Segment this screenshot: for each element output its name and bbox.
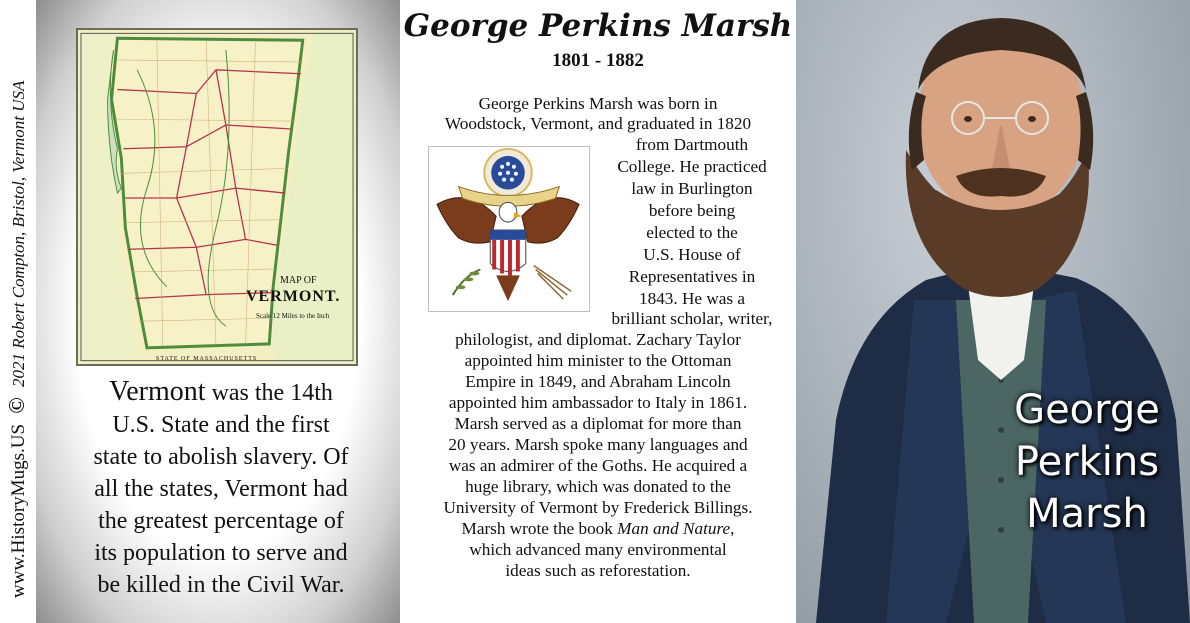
credit-text (4, 18, 30, 598)
bio-line: 20 years. Marsh spoke many languages and (448, 435, 748, 454)
map-scale: Scale 12 Miles to the Inch (256, 312, 330, 320)
portrait-panel (796, 0, 1190, 623)
map-title-small: MAP OF (280, 275, 317, 286)
bio-line: 1843. He was a (639, 289, 745, 308)
bio-line-book (400, 519, 796, 539)
vermont-line-6: be killed in the Civil War. (97, 572, 345, 598)
biography-panel (400, 0, 796, 623)
website-url[interactable]: www.HistoryMugs.US (8, 423, 29, 598)
portrait-name-line: George (1014, 387, 1160, 433)
vermont-map-image (76, 28, 358, 366)
copyright-symbol: © (4, 397, 29, 414)
vermont-line-5: its population to serve and (94, 540, 348, 566)
portrait-name-line: Marsh (1026, 491, 1148, 537)
bio-book-prefix: Marsh wrote the book (461, 519, 618, 538)
bio-line: appointed him ambassador to Italy in 1861. (448, 393, 748, 412)
bio-line: law in Burlington (631, 179, 753, 198)
bio-line: before being (648, 201, 736, 220)
biography-title: George Perkins Marsh (403, 8, 793, 44)
life-dates: 1801 - 1882 (552, 50, 644, 71)
bio-line: philologist, and diplomat. Zachary Taylor (455, 330, 741, 349)
bio-line: U.S. House of (643, 245, 741, 264)
bio-line: huge library, which was donated to the (465, 477, 731, 496)
map-border-label: STATE OF MASSACHUSETTS (156, 356, 258, 362)
book-suffix: , (730, 519, 735, 538)
bio-line: from Dartmouth (635, 135, 749, 154)
vermont-line-3: all the states, Vermont had (94, 476, 348, 502)
bio-line: University of Vermont by Frederick Billings. (443, 498, 753, 517)
bio-line: was an admirer of the Goths. He acquired a (448, 456, 748, 475)
copyright-notice: 2021 Robert Compton, Bristol, Vermont USA (9, 80, 28, 388)
vermont-line-4: the greatest percentage of (98, 508, 344, 534)
bio-line: elected to the (646, 223, 738, 242)
book-title: Man and Nature (617, 519, 731, 538)
vermont-fact-text (80, 376, 362, 601)
bio-line: Representatives in (628, 267, 756, 286)
map-title-large: VERMONT. (246, 288, 341, 305)
bio-line: Empire in 1849, and Abraham Lincoln (465, 372, 731, 391)
vermont-line-2: state to abolish slavery. Of (93, 444, 349, 470)
bio-line: Marsh served as a diplomat for more than (454, 414, 742, 433)
great-seal-image (428, 146, 590, 312)
bio-line: Woodstock, Vermont, and graduated in 1820 (444, 114, 752, 133)
portrait-name-line: Perkins (1014, 439, 1160, 485)
portrait-name-caption (1002, 384, 1172, 540)
bio-line: George Perkins Marsh was born in (478, 94, 718, 113)
bio-line: ideas such as reforestation. (505, 561, 691, 580)
bio-line: College. He practiced (617, 157, 767, 176)
vermont-line-1: U.S. State and the first (112, 412, 330, 438)
bio-line: which advanced many environmental (469, 540, 727, 559)
vermont-line-0: was the 14th (205, 380, 333, 406)
bio-line: appointed him minister to the Ottoman (464, 351, 732, 370)
eagle-seal-icon (429, 147, 589, 311)
vermont-lead-word: Vermont (109, 376, 206, 407)
credit-strip (0, 0, 36, 623)
vermont-panel (36, 0, 400, 623)
bio-line: brilliant scholar, writer, (611, 309, 773, 328)
